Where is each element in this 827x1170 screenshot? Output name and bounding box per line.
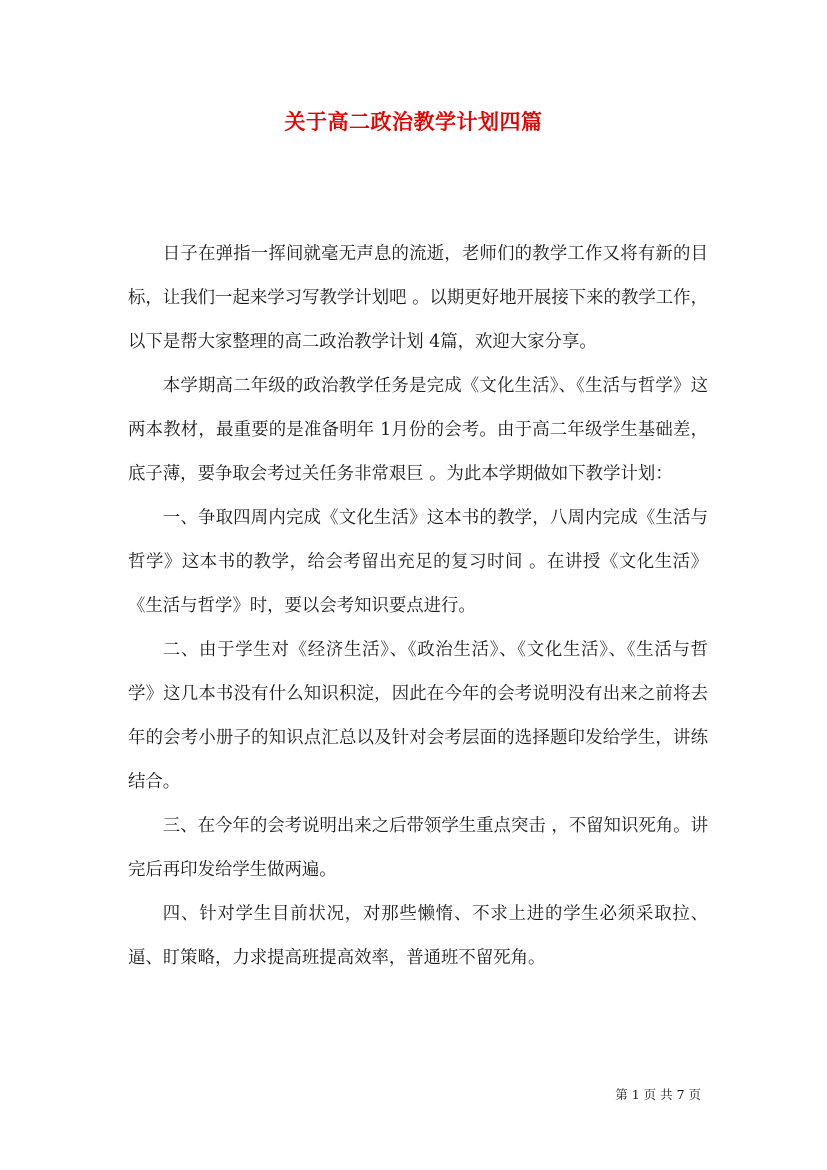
paragraph-plan-2: 二、由于学生对《经济生活》、《政治生活》、《文化生活》、《生活与哲学》这几本书没有什么知识积淀，因此在今年的会考说明没有出来之前将去年的会考小册子的知识点汇总以及针对会考层面的选择题印发给学生，讲练结合。 xyxy=(128,640,708,792)
paragraph-intro: 日子在弹指一挥间就毫无声息的流逝，老师们的教学工作又将有新的目标，让我们一起来学习写教学计划吧 。以期更好地开展接下来的教学工作，以下是帮大家整理的高二政治教学计划 4篇，欢迎大家分享。 xyxy=(128,244,708,352)
paragraph-plan-4: 四、针对学生目前状况，对那些懒惰、不求上进的学生必须采取拉、逼、盯策略，力求提高班提高效率，普通班不留死角。 xyxy=(128,904,708,968)
paragraph-plan-3: 三、在今年的会考说明出来之后带领学生重点突击 ，不留知识死角。讲完后再印发给学生做两遍。 xyxy=(128,816,708,880)
document-body xyxy=(128,232,708,980)
paragraph-plan-1: 一、争取四周内完成《文化生活》这本书的教学，八周内完成《生活与哲学》这本书的教学，给会考留出充足的复习时间 。在讲授《文化生活》《生活与哲学》时，要以会考知识要点进行。 xyxy=(128,508,708,616)
document-title: 关于高二政治教学计划四篇 xyxy=(284,109,543,134)
page-number-footer: 第 1 页 共 7 页 xyxy=(615,1087,701,1102)
paragraph-task: 本学期高二年级的政治教学任务是完成《文化生活》、《生活与哲学》这两本教材，最重要的是准备明年 1月份的会考。由于高二年级学生基础差，底子薄，要争取会考过关任务非常艰巨 。为此本学期做如下教学计划： xyxy=(128,376,708,484)
